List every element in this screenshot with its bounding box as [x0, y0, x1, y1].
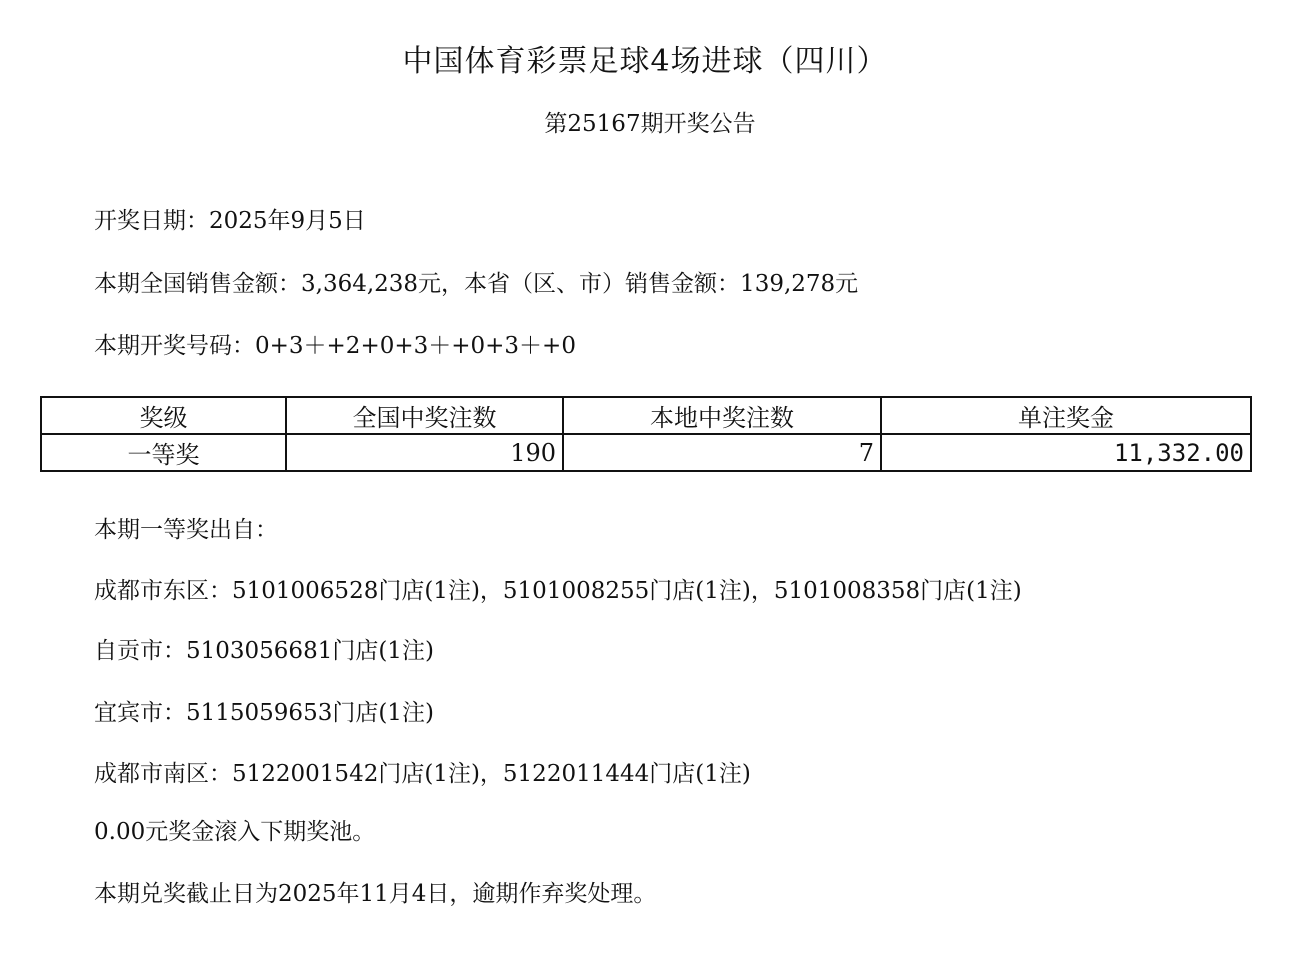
table-header-row — [41, 397, 1251, 434]
rollover-note: 0.00元奖金滚入下期奖池。 — [94, 819, 376, 845]
header-prize-amount: 单注奖金 — [881, 397, 1251, 434]
page-title: 中国体育彩票足球4场进球（四川） — [402, 44, 888, 79]
winner-location-line: 成都市南区：5122001542门店(1注)，5122011444门店(1注) — [94, 761, 751, 787]
draw-numbers: 本期开奖号码：0+3＋+2+0+3＋+0+3＋+0 — [94, 333, 576, 359]
winner-location-line: 自贡市：5103056681门店(1注) — [94, 638, 434, 664]
prize-table — [40, 396, 1252, 472]
header-prize-level: 奖级 — [41, 397, 286, 434]
draw-date: 开奖日期：2025年9月5日 — [94, 208, 366, 234]
winners-intro: 本期一等奖出自： — [94, 517, 278, 543]
table-row — [41, 434, 1251, 471]
cell-prize-level: 一等奖 — [41, 434, 286, 471]
sales-amount: 本期全国销售金额：3,364,238元，本省（区、市）销售金额：139,278元 — [94, 271, 859, 297]
cell-prize-amount: 11,332.00 — [881, 434, 1251, 471]
header-national-winners: 全国中奖注数 — [286, 397, 563, 434]
cell-national-winners: 190 — [286, 434, 563, 471]
announcement-subtitle: 第25167期开奖公告 — [544, 111, 756, 137]
header-local-winners: 本地中奖注数 — [563, 397, 881, 434]
cell-local-winners: 7 — [563, 434, 881, 471]
winner-location-line: 宜宾市：5115059653门店(1注) — [94, 700, 434, 726]
winner-location-line: 成都市东区：5101006528门店(1注)，5101008255门店(1注)，5101008358门店(1注) — [94, 578, 1022, 604]
redemption-deadline: 本期兑奖截止日为2025年11月4日，逾期作弃奖处理。 — [94, 881, 657, 907]
